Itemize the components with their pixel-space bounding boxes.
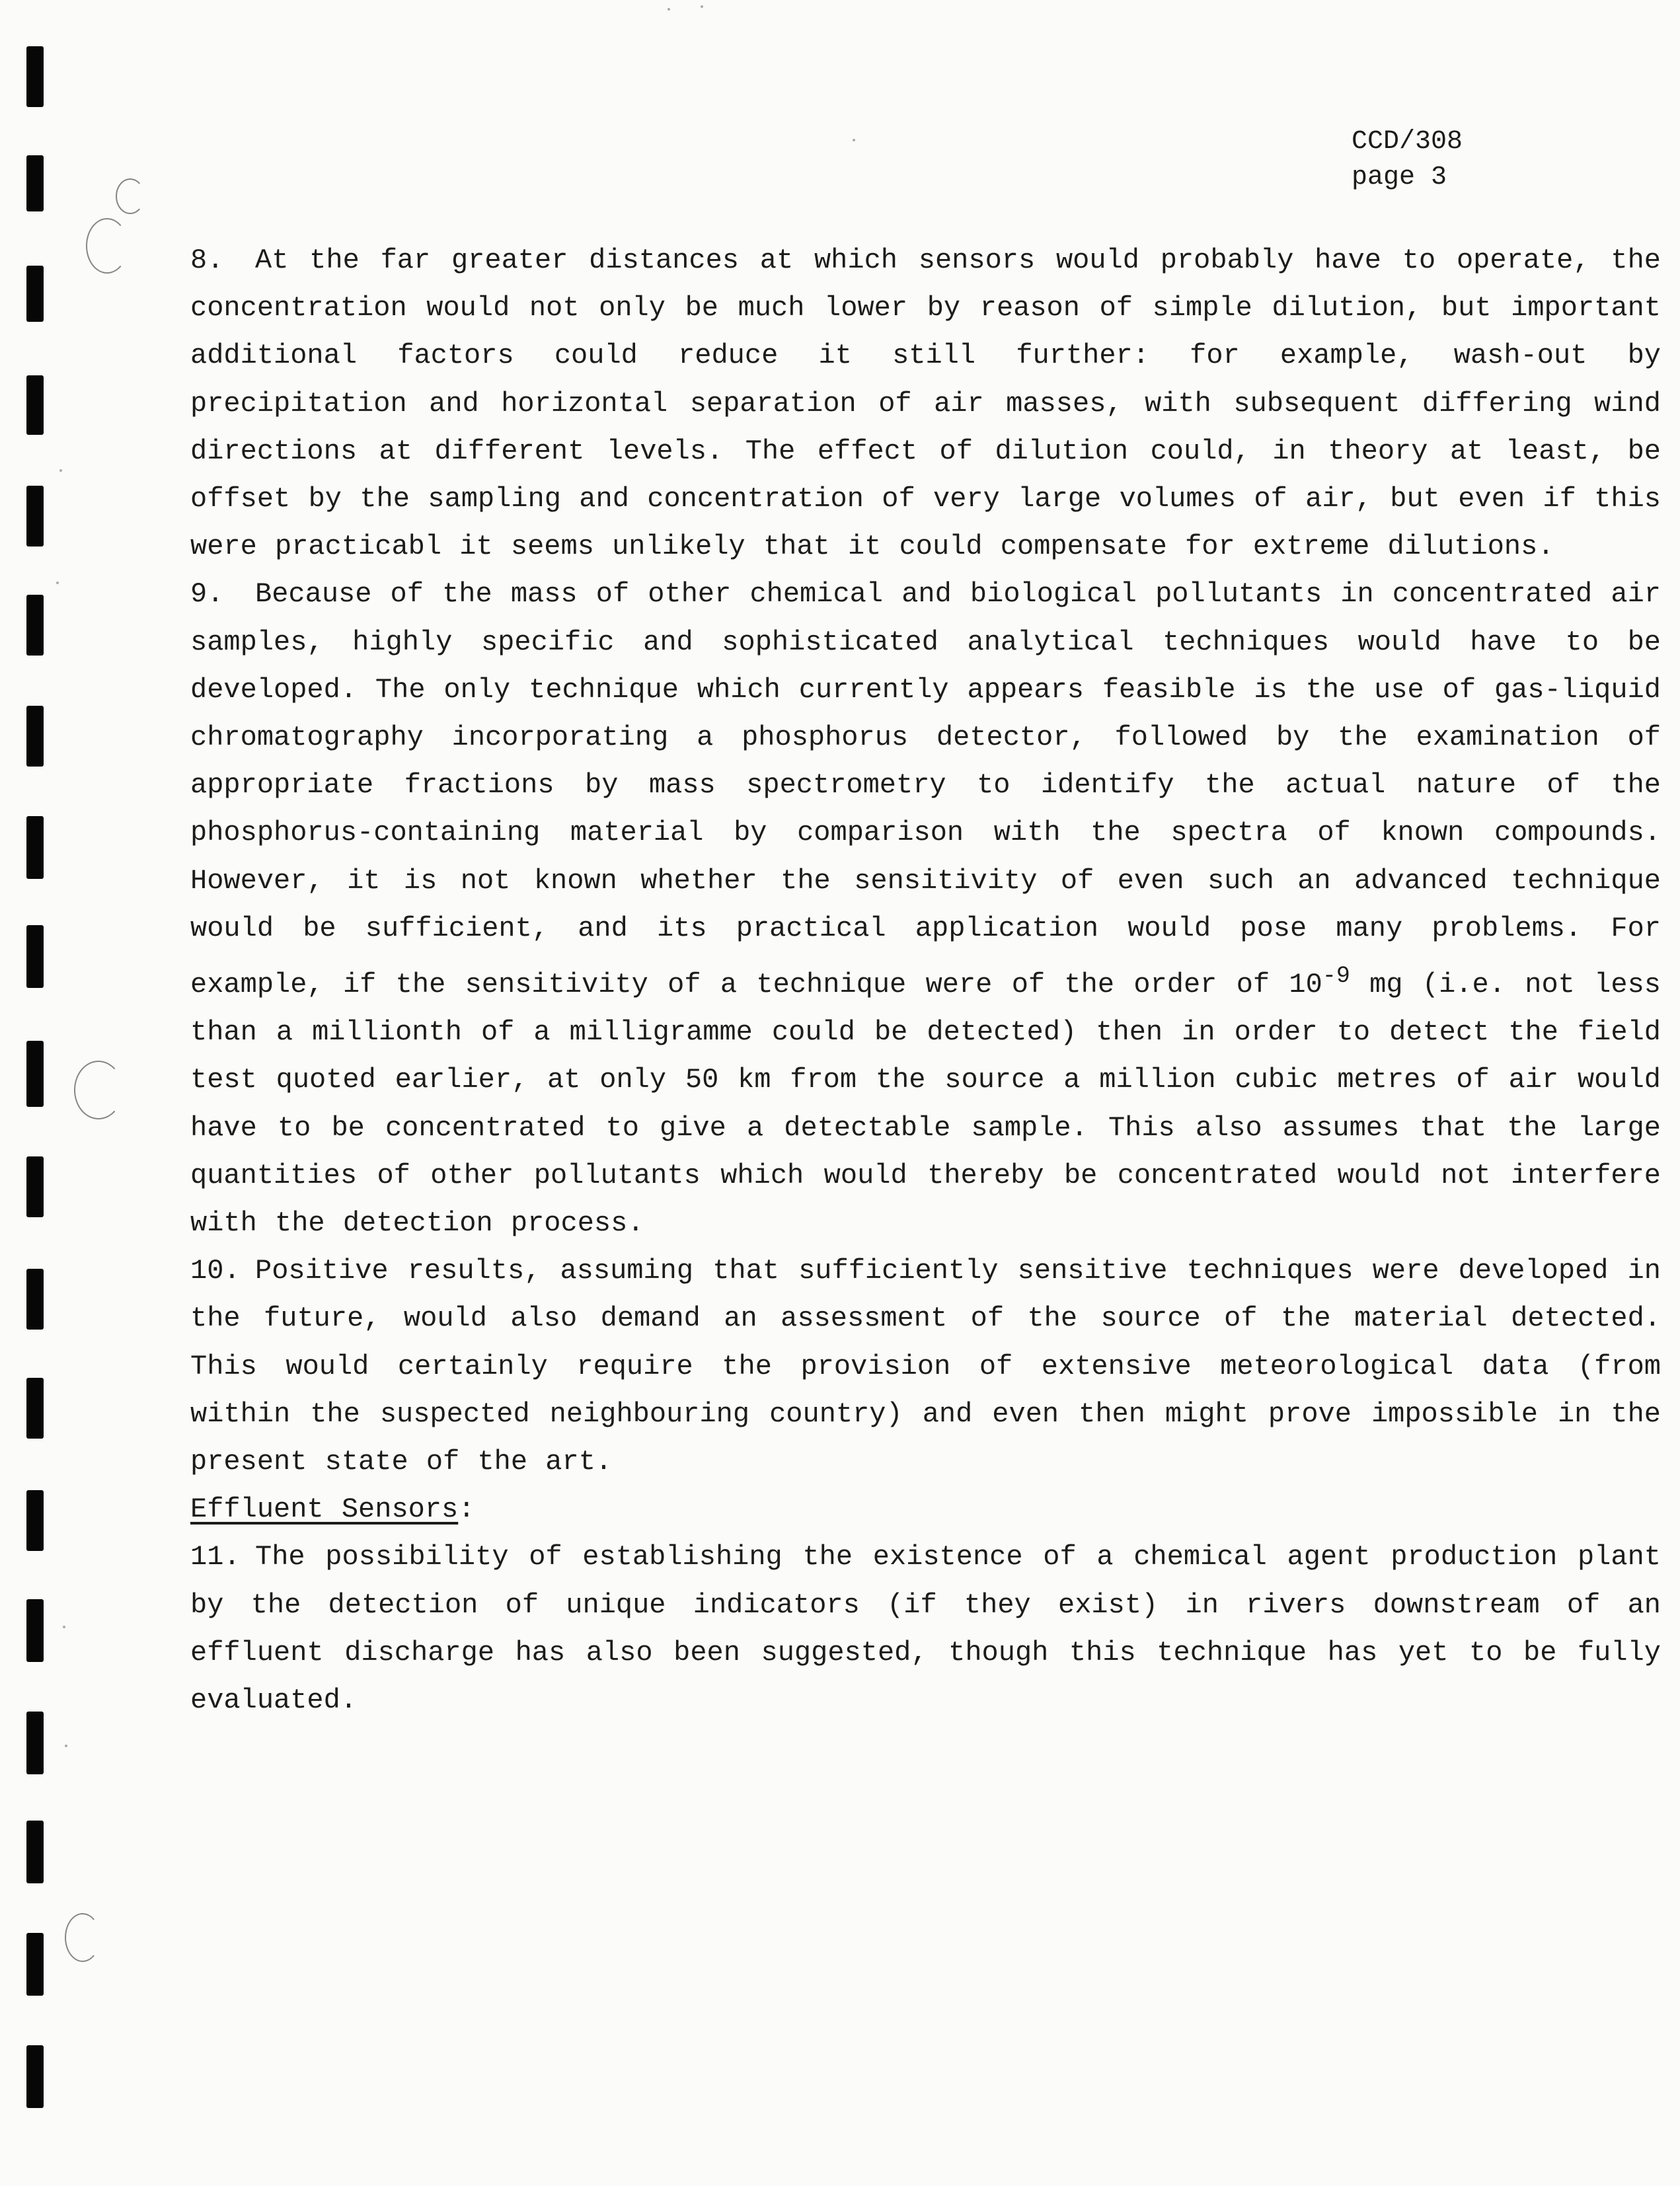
binder-punch-mark: [26, 1821, 44, 1883]
section-heading-text: Effluent Sensors: [190, 1493, 459, 1526]
binder-punch-mark: [26, 46, 44, 107]
scan-speck: [668, 8, 670, 11]
section-heading: [190, 1486, 1661, 1533]
paragraph-number: 10.: [190, 1255, 241, 1287]
scan-speck: [65, 1745, 67, 1747]
exponent: -9: [1322, 963, 1350, 990]
document-body: [190, 237, 1661, 1724]
paragraph-9: [190, 570, 1661, 1247]
binder-punch-mark: [26, 925, 44, 988]
section-heading-colon: :: [458, 1493, 475, 1526]
scan-speck: [853, 139, 855, 141]
paragraph-number: 8.: [190, 245, 224, 276]
scan-speck: [701, 5, 703, 8]
paragraph-text: Positive results, assuming that sufficiently sensitive techniques were developed in the future, would also demand an assessment of the source of the material detected. This would certainly require the provision of extensive meteorological data (from within the suspected neighbouring country) and even then might prove impossible in the present state of the art.: [190, 1255, 1661, 1478]
paragraph-text: The possibility of establishing the existence of a chemical agent production plant by the detection of unique indicators (if they exist) in rivers downstream of an effluent discharge has also been suggested, though this technique has yet to be fully evaluated.: [190, 1541, 1661, 1717]
binder-punch-mark: [26, 1933, 44, 1996]
paragraph-number: 11.: [190, 1541, 241, 1573]
scan-artifact-ring: [65, 1913, 100, 1962]
binder-punch-mark: [26, 1712, 44, 1774]
document-reference-header: [1352, 124, 1463, 196]
document-code: CCD/308: [1352, 127, 1463, 157]
binder-punch-mark: [26, 1378, 44, 1439]
binder-punch-mark: [26, 1490, 44, 1551]
binder-punch-mark: [26, 266, 44, 322]
paragraph-number: 9.: [190, 578, 224, 611]
binder-punch-mark: [26, 1599, 44, 1662]
binder-punch-mark: [26, 155, 44, 211]
binder-punch-mark: [26, 1269, 44, 1330]
paragraph-8: [190, 237, 1661, 570]
paragraph-11: [190, 1533, 1661, 1724]
scan-artifact-ring: [74, 1061, 123, 1119]
paragraph-10: [190, 1247, 1661, 1486]
binder-punch-mark: [26, 1156, 44, 1217]
scan-speck: [63, 1626, 65, 1628]
paragraph-text: Because of the mass of other chemical and biological pollutants in concentrated air samples, highly specific and sophisticated analytical techniques would have to be developed. The only technique which currently appears feasible is the use of gas-liquid chromatography incorporating a phosphorus detector, followed by the examination of appropriate fractions by mass spectrometry to identify the actual nature of the phosphorus-containing material by comparison with the spectra of known compounds. However, it is not known whether the sensitivity of even such an advanced technique would be sufficient, and its practical application would pose many problems. For example, if the sensitivity of a technique were of the order of 10: [190, 578, 1661, 1001]
scan-speck: [59, 469, 62, 472]
binder-punch-mark: [26, 595, 44, 656]
scan-speck: [56, 582, 59, 584]
binder-punch-mark: [26, 2045, 44, 2108]
page-number: page 3: [1352, 163, 1447, 192]
paragraph-text: At the far greater distances at which sensors would probably have to operate, the concentration would not only be much lower by reason of simple dilution, but important additional factors could reduce it still further: for example, wash-out by precipitation and horizontal separation of air masses, with subsequent differing wind directions at different levels. The effect of dilution could, in theory at least, be offset by the sampling and concentration of very large volumes of air, but even if this were practicabl it seems unlikely that it could compensate for extreme dilutions.: [190, 245, 1661, 563]
paragraph-text-continued: mg (i.e. not less than a millionth of a milligramme could be detected) then in order to detect the field test quoted earlier, at only 50 km from the source a million cubic metres of air would have to be concentrated to give a detectable sample. This also assumes that the large quantities of other pollutants which would thereby be concentrated would not interfere with the detection process.: [190, 969, 1661, 1240]
binder-punch-mark: [26, 486, 44, 546]
binder-punch-mark: [26, 706, 44, 767]
scan-artifact-ring: [86, 218, 128, 274]
scan-artifact-ring: [116, 178, 145, 214]
binder-punch-mark: [26, 375, 44, 435]
binder-punch-mark: [26, 1041, 44, 1107]
binder-punch-mark: [26, 816, 44, 879]
